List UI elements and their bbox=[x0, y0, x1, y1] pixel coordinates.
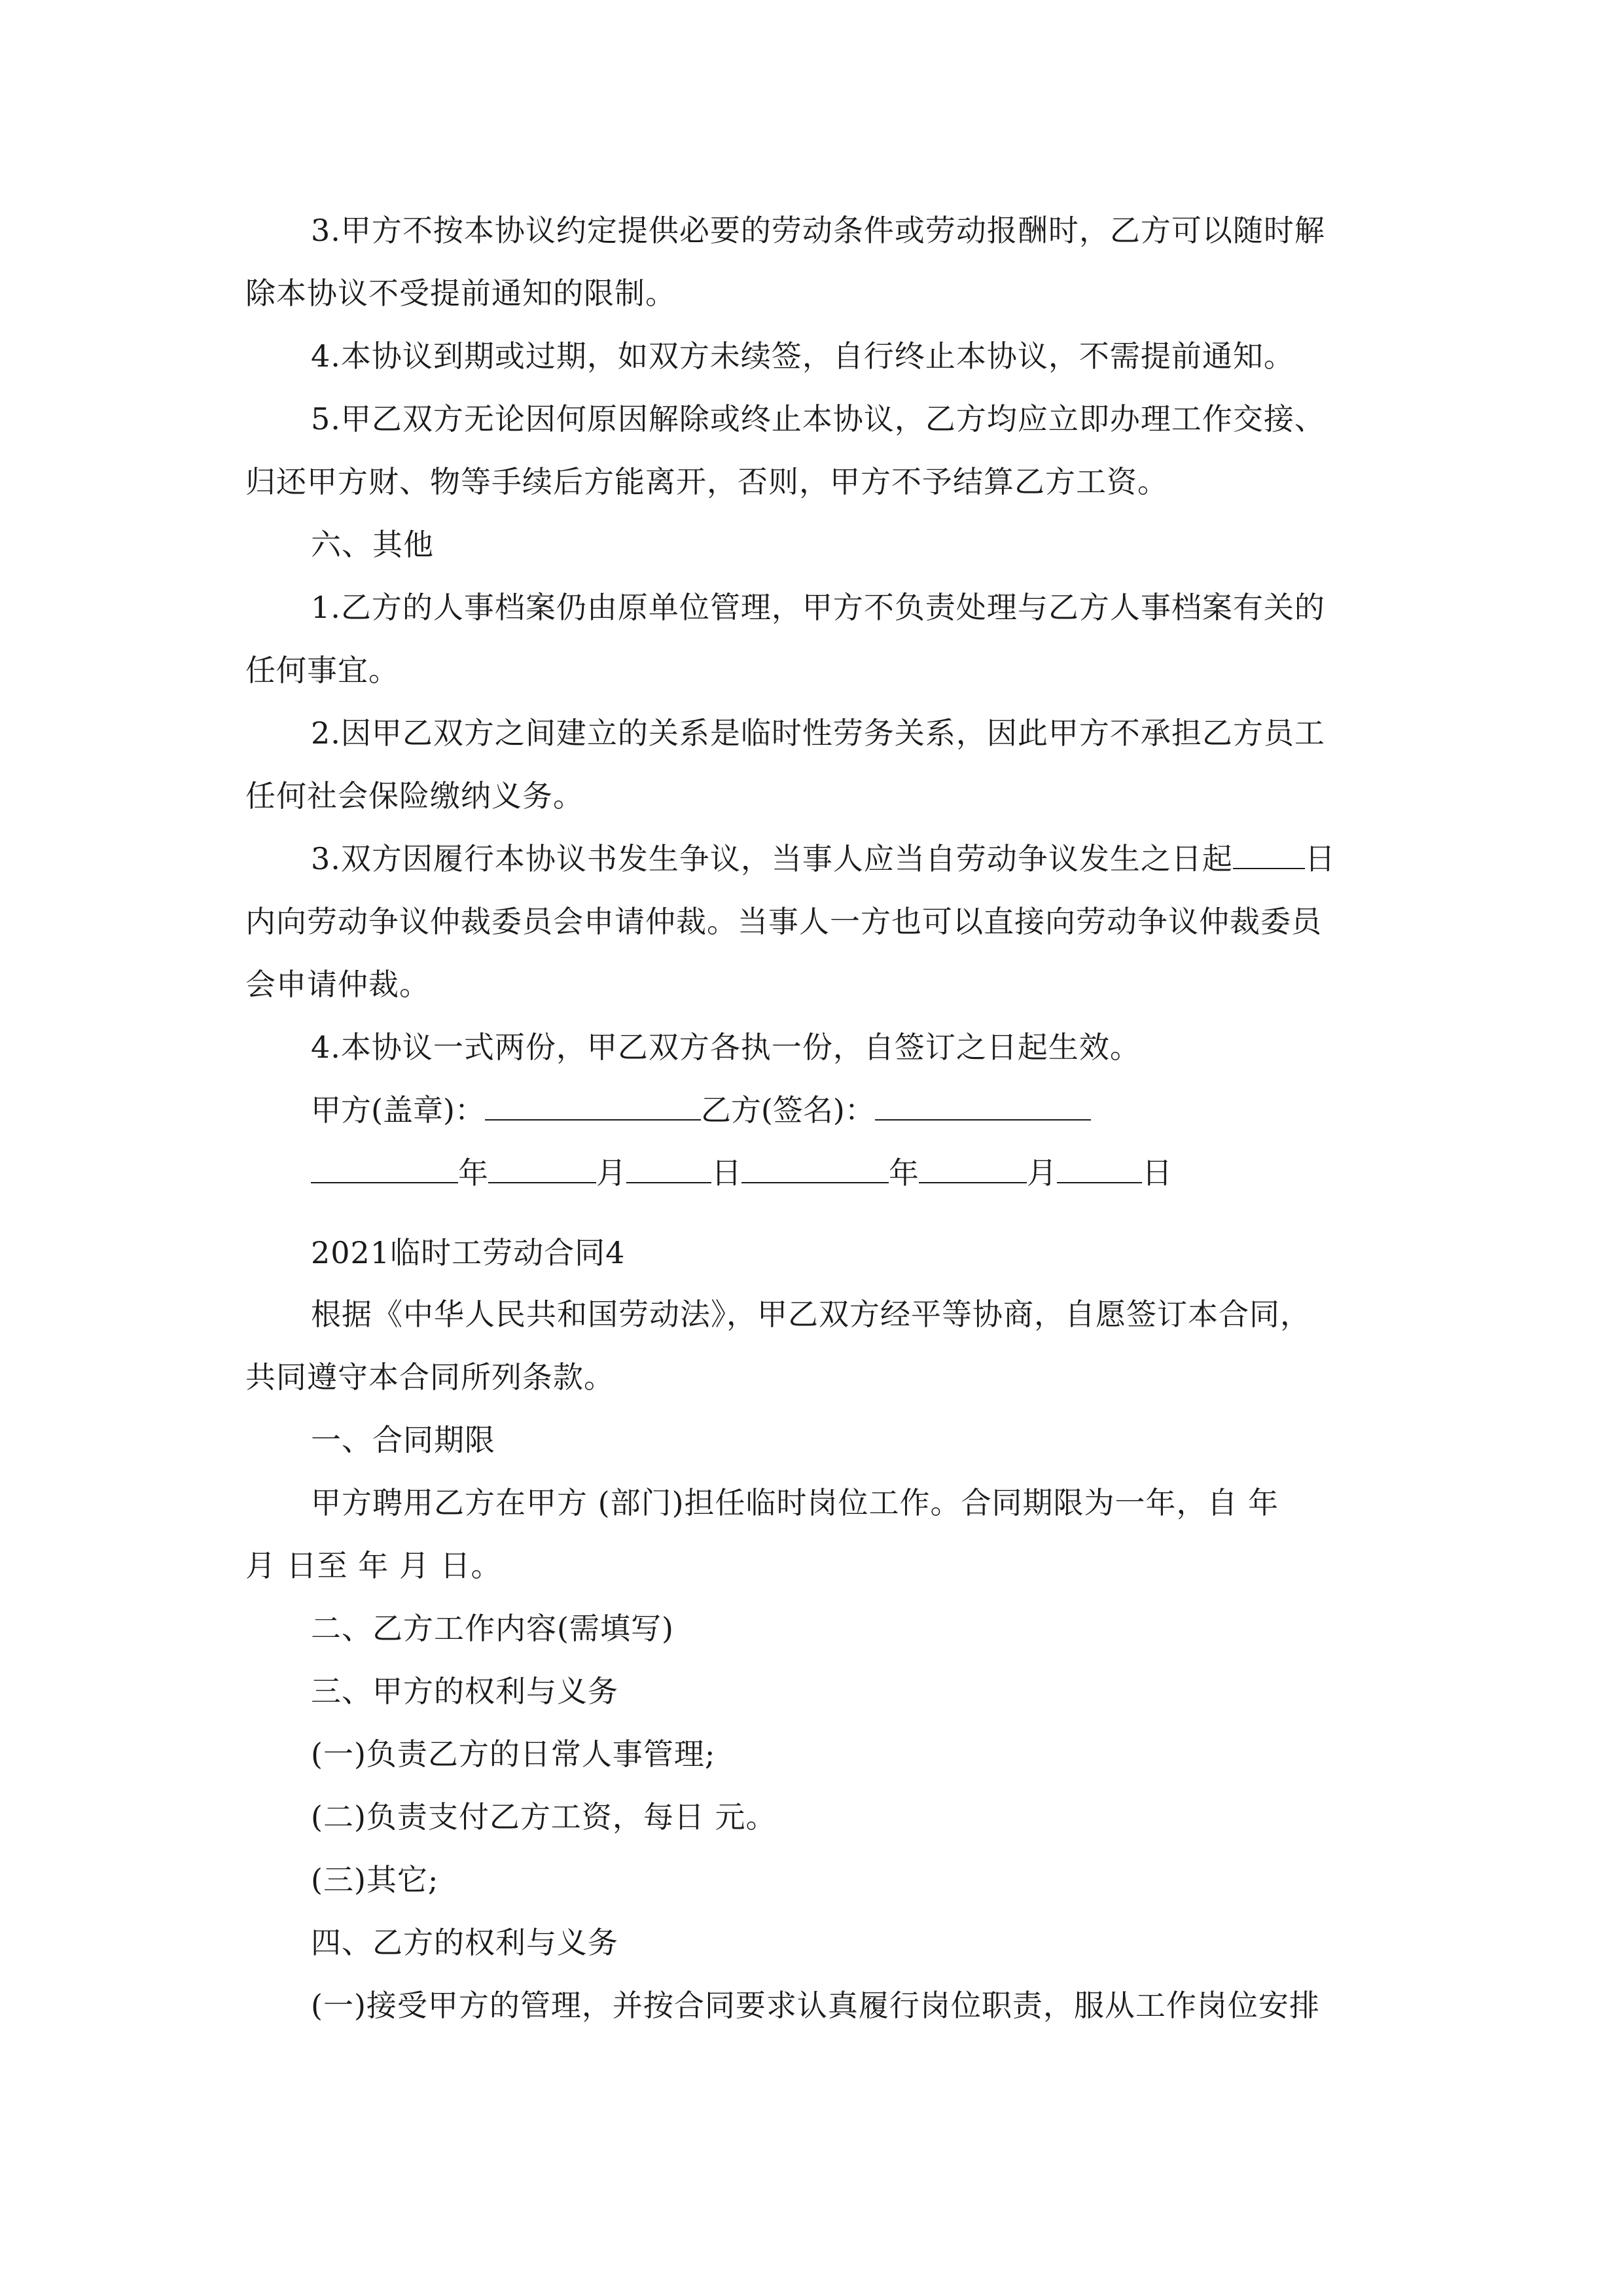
clause-6-3-line1 bbox=[311, 839, 1336, 878]
party-b-label: 乙方(签名)： bbox=[700, 1092, 875, 1128]
heading-work-content: 二、乙方工作内容(需填写) bbox=[311, 1611, 674, 1646]
month-blank-b bbox=[919, 1156, 1027, 1183]
month-label-a: 月 bbox=[596, 1155, 626, 1191]
intro-line2: 共同遵守本合同所列条款。 bbox=[245, 1359, 615, 1395]
year-label-a: 年 bbox=[458, 1155, 488, 1191]
day-blank-a bbox=[626, 1156, 711, 1183]
party-a-item-2: (二)负责支付乙方工资，每日 元。 bbox=[311, 1799, 777, 1835]
signature-row bbox=[311, 1090, 1091, 1130]
clause-5-3-line2: 除本协议不受提前通知的限制。 bbox=[245, 276, 676, 311]
party-b-blank bbox=[875, 1093, 1091, 1121]
year-blank-a bbox=[311, 1156, 458, 1183]
contract-title: 2021临时工劳动合同4 bbox=[311, 1235, 626, 1270]
date-row bbox=[311, 1153, 1172, 1193]
day-blank-b bbox=[1057, 1156, 1142, 1183]
clause-6-1-line2: 任何事宜。 bbox=[245, 653, 399, 688]
clause-6-1-line1: 1.乙方的人事档案仍由原单位管理，甲方不负责处理与乙方人事档案有关的 bbox=[311, 590, 1325, 625]
day-label-b: 日 bbox=[1142, 1155, 1172, 1191]
party-a-item-1: (一)负责乙方的日常人事管理; bbox=[311, 1736, 716, 1772]
heading-party-b-rights: 四、乙方的权利与义务 bbox=[311, 1925, 618, 1960]
year-blank-b bbox=[741, 1156, 889, 1183]
days-blank bbox=[1233, 842, 1305, 869]
month-label-b: 月 bbox=[1027, 1155, 1057, 1191]
clause-6-3-line3: 会申请仲裁。 bbox=[245, 967, 430, 1002]
section-six-heading: 六、其他 bbox=[311, 527, 434, 562]
clause-6-4: 4.本协议一式两份，甲乙双方各执一份，自签订之日起生效。 bbox=[311, 1030, 1141, 1065]
month-blank-a bbox=[488, 1156, 596, 1183]
year-label-b: 年 bbox=[889, 1155, 919, 1191]
clause-6-2-line2: 任何社会保险缴纳义务。 bbox=[245, 778, 584, 814]
party-a-item-3: (三)其它; bbox=[311, 1862, 439, 1897]
term-line1: 甲方聘用乙方在甲方 (部门)担任临时岗位工作。合同期限为一年，自 年 bbox=[311, 1485, 1279, 1520]
clause-5-3-line1: 3.甲方不按本协议约定提供必要的劳动条件或劳动报酬时，乙方可以随时解 bbox=[311, 213, 1325, 248]
clause-5-5-line2: 归还甲方财、物等手续后方能离开，否则，甲方不予结算乙方工资。 bbox=[245, 464, 1168, 499]
clause-5-5-line1: 5.甲乙双方无论因何原因解除或终止本协议，乙方均应立即办理工作交接、 bbox=[311, 401, 1325, 437]
clause-6-2-line1: 2.因甲乙双方之间建立的关系是临时性劳务关系，因此甲方不承担乙方员工 bbox=[311, 715, 1325, 751]
intro-line1: 根据《中华人民共和国劳动法》，甲乙双方经平等协商，自愿签订本合同， bbox=[311, 1297, 1311, 1332]
party-b-item-1: (一)接受甲方的管理，并按合同要求认真履行岗位职责，服从工作岗位安排 bbox=[311, 1988, 1320, 2023]
clause-6-3-day: 日 bbox=[1304, 841, 1336, 876]
heading-party-a-rights: 三、甲方的权利与义务 bbox=[311, 1674, 618, 1709]
heading-term: 一、合同期限 bbox=[311, 1422, 495, 1458]
clause-5-4: 4.本协议到期或过期，如双方未续签，自行终止本协议，不需提前通知。 bbox=[311, 338, 1294, 374]
clause-6-3-text: 3.双方因履行本协议书发生争议，当事人应当自劳动争议发生之日起 bbox=[311, 841, 1233, 876]
clause-6-3-line2: 内向劳动争议仲裁委员会申请仲裁。当事人一方也可以直接向劳动争议仲裁委员 bbox=[245, 904, 1322, 939]
party-a-blank bbox=[485, 1093, 701, 1121]
party-a-label: 甲方(盖章)： bbox=[311, 1092, 485, 1128]
term-line2: 月 日至 年 月 日。 bbox=[245, 1548, 502, 1583]
day-label-a: 日 bbox=[711, 1155, 741, 1191]
